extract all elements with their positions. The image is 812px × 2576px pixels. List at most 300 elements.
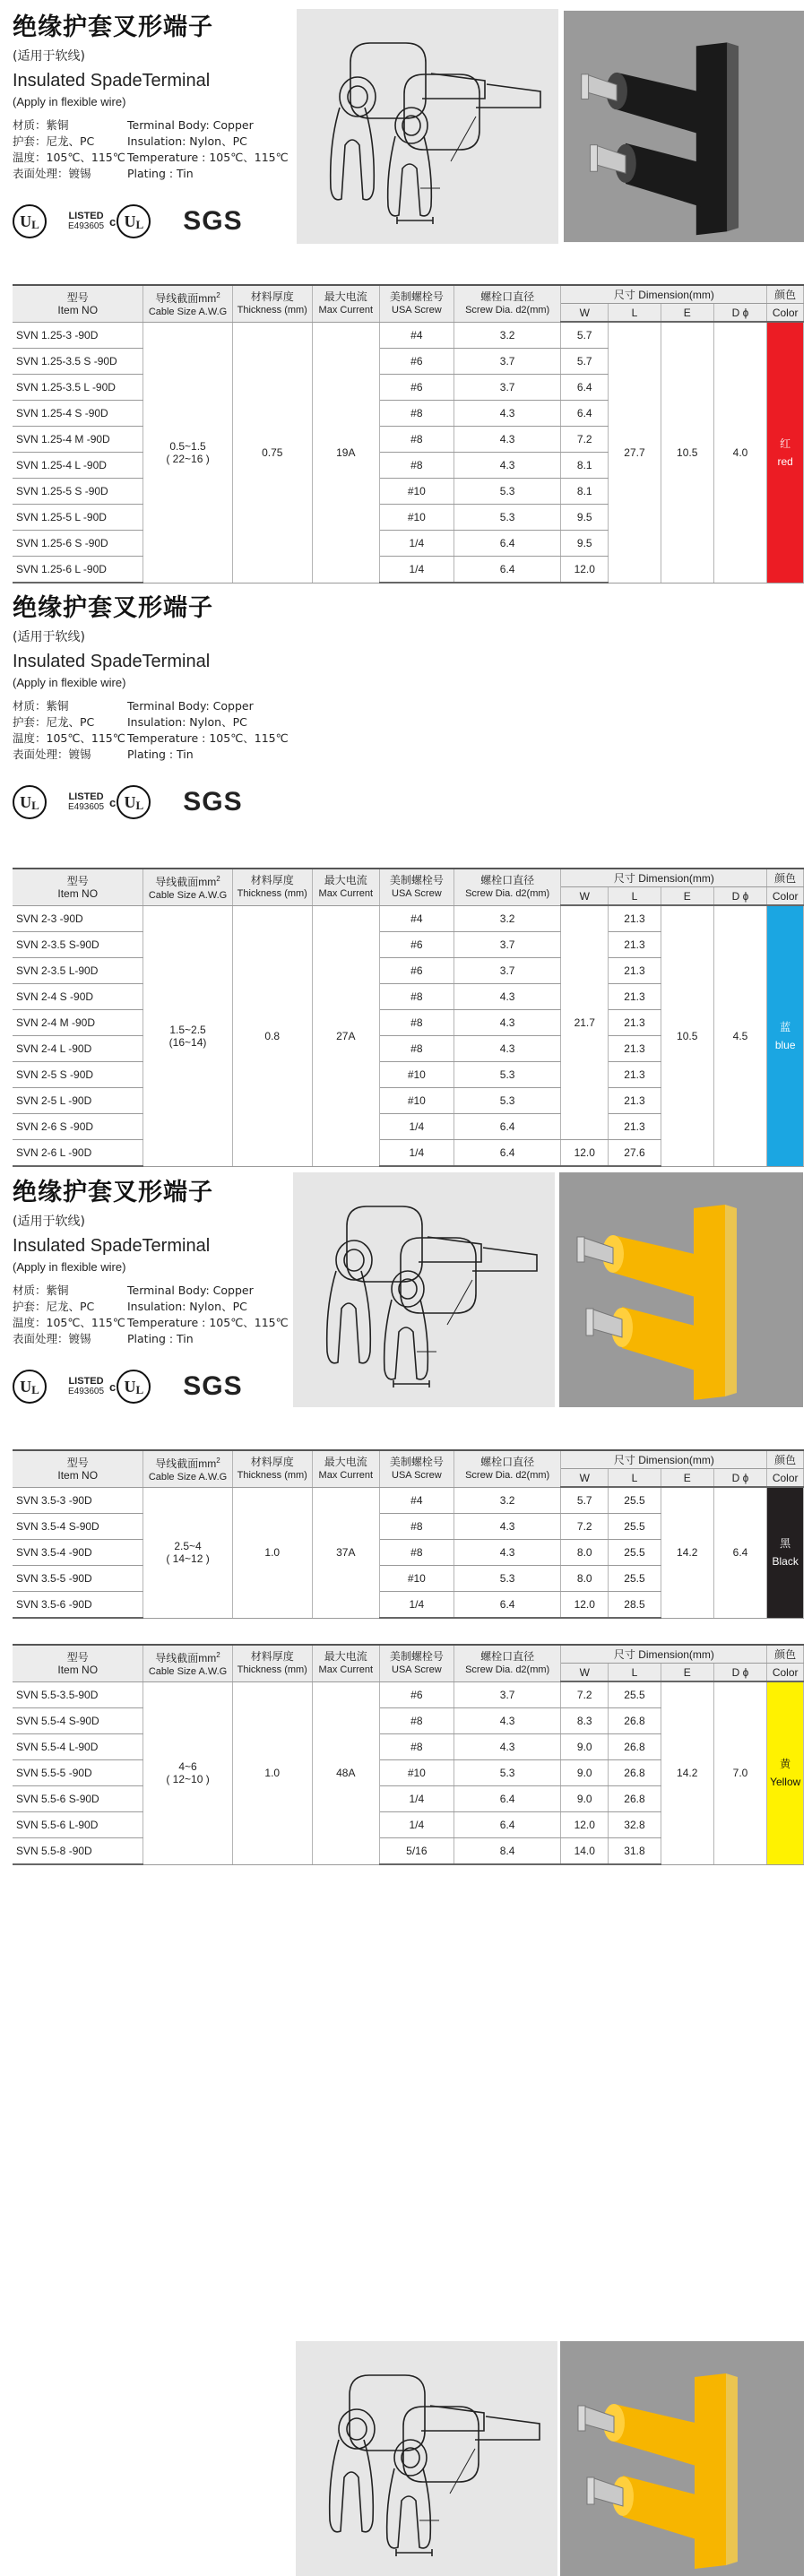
col-current: 最大电流 Max Current — [312, 1450, 379, 1487]
spec-table — [13, 868, 804, 1167]
screw-dia: 4.3 — [454, 453, 561, 479]
ul-logo-icon: U L — [13, 1370, 47, 1404]
property-en: Plating : Tin — [127, 1332, 194, 1345]
screw-dia: 6.4 — [454, 1786, 561, 1812]
screw-dia: 3.2 — [454, 322, 561, 349]
property-cn: 材质：紫铜 — [13, 699, 69, 713]
dim-l: 27.6 — [609, 1140, 661, 1167]
max-current: 48A — [312, 1681, 379, 1864]
terminal-product-photo — [560, 2341, 804, 2576]
title-en: Insulated SpadeTerminal — [13, 652, 211, 671]
sgs-logo: SGS — [183, 206, 243, 236]
item-no: SVN 2-6 L -90D — [13, 1140, 143, 1167]
col-w: W — [561, 1664, 609, 1682]
spec-table — [13, 1644, 804, 1865]
property-en: Terminal Body: Copper — [127, 699, 254, 713]
table-row — [13, 1487, 804, 1514]
usa-screw: #10 — [379, 479, 454, 505]
dim-w: 6.4 — [561, 375, 609, 401]
dim-d: 6.4 — [713, 1487, 767, 1618]
cable-size: 4~6 ( 12~10 ) — [143, 1681, 232, 1864]
col-dimension: 尺寸 Dimension(mm) — [561, 1450, 767, 1469]
dim-w: 7.2 — [561, 1514, 609, 1540]
col-w: W — [561, 887, 609, 906]
col-cable: 导线截面$mm^2$ Cable Size A.W.G — [143, 1645, 232, 1681]
dim-w: 5.7 — [561, 349, 609, 375]
item-no: SVN 2-3.5 L-90D — [13, 958, 143, 984]
item-no: SVN 1.25-5 S -90D — [13, 479, 143, 505]
col-color-cn: 颜色 — [767, 1645, 804, 1664]
usa-screw: #8 — [379, 1010, 454, 1036]
thickness: 0.8 — [232, 905, 312, 1166]
col-thickness: 材料厚度 Thickness (mm) — [232, 1450, 312, 1487]
usa-screw: #6 — [379, 375, 454, 401]
screw-dia: 4.3 — [454, 1036, 561, 1062]
dim-l: 26.8 — [609, 1760, 661, 1786]
property-row — [13, 150, 289, 166]
cul-logo-icon: c U L — [109, 1370, 151, 1404]
usa-screw: #4 — [379, 905, 454, 932]
property-row — [13, 730, 289, 747]
screw-dia: 6.4 — [454, 557, 561, 583]
col-usa-screw: 美制螺栓号 USA Screw — [379, 1450, 454, 1487]
item-no: SVN 2-3 -90D — [13, 905, 143, 932]
screw-dia: 5.3 — [454, 505, 561, 531]
usa-screw: 1/4 — [379, 557, 454, 583]
table-row — [13, 322, 804, 349]
dim-e: 14.2 — [661, 1681, 713, 1864]
item-no: SVN 5.5-6 S-90D — [13, 1786, 143, 1812]
dim-l: 25.5 — [609, 1540, 661, 1566]
dim-l: 27.7 — [609, 322, 661, 583]
item-no: SVN 2-4 M -90D — [13, 1010, 143, 1036]
apply-en: (Apply in flexible wire) — [13, 676, 126, 689]
usa-screw: #8 — [379, 1036, 454, 1062]
property-row — [13, 1331, 289, 1347]
col-dimension: 尺寸 Dimension(mm) — [561, 1645, 767, 1664]
item-no: SVN 1.25-3 -90D — [13, 322, 143, 349]
color-swatch: 黄 Yellow — [767, 1681, 804, 1864]
screw-dia: 3.7 — [454, 932, 561, 958]
col-current: 最大电流 Max Current — [312, 285, 379, 322]
col-dimension: 尺寸 Dimension(mm) — [561, 285, 767, 304]
screw-dia: 5.3 — [454, 1760, 561, 1786]
property-en: Insulation: Nylon、PC — [127, 715, 247, 729]
dim-e: 14.2 — [661, 1487, 713, 1618]
spade-terminal-line-drawing — [296, 2341, 557, 2576]
dim-d: 4.5 — [713, 905, 767, 1166]
col-cable: 导线截面$mm^2$ Cable Size A.W.G — [143, 1450, 232, 1487]
dim-w: 6.4 — [561, 401, 609, 427]
col-item: 型号 Item NO — [13, 869, 143, 905]
usa-screw: #8 — [379, 984, 454, 1010]
item-no: SVN 2-4 S -90D — [13, 984, 143, 1010]
col-e: E — [661, 887, 713, 906]
title-cn: 绝缘护套叉形端子 — [13, 594, 213, 622]
item-no: SVN 5.5-6 L-90D — [13, 1812, 143, 1838]
screw-dia: 5.3 — [454, 479, 561, 505]
item-no: SVN 2-5 L -90D — [13, 1088, 143, 1114]
col-thickness: 材料厚度 Thickness (mm) — [232, 869, 312, 905]
property-en: Temperature : 105℃、115℃ — [127, 1316, 289, 1329]
dim-w: 7.2 — [561, 1681, 609, 1708]
usa-screw: #6 — [379, 958, 454, 984]
screw-dia: 8.4 — [454, 1838, 561, 1865]
usa-screw: 1/4 — [379, 1786, 454, 1812]
item-no: SVN 5.5-4 L-90D — [13, 1734, 143, 1760]
usa-screw: #10 — [379, 1566, 454, 1592]
col-color-cn: 颜色 — [767, 285, 804, 304]
property-cn: 护套：尼龙、PC — [13, 715, 95, 729]
usa-screw: #6 — [379, 349, 454, 375]
dim-l: 25.5 — [609, 1487, 661, 1514]
item-no: SVN 1.25-4 L -90D — [13, 453, 143, 479]
usa-screw: #4 — [379, 1487, 454, 1514]
dim-l: 26.8 — [609, 1786, 661, 1812]
dim-w: 21.7 — [561, 905, 609, 1140]
col-w: W — [561, 1469, 609, 1488]
dim-w: 7.2 — [561, 427, 609, 453]
col-color-cn: 颜色 — [767, 869, 804, 887]
screw-dia: 4.3 — [454, 1010, 561, 1036]
property-en: Temperature : 105℃、115℃ — [127, 731, 289, 745]
dim-l: 21.3 — [609, 932, 661, 958]
property-en: Insulation: Nylon、PC — [127, 1300, 247, 1313]
item-no: SVN 2-4 L -90D — [13, 1036, 143, 1062]
dim-l: 25.5 — [609, 1681, 661, 1708]
product-intro — [0, 0, 812, 269]
dim-l: 21.3 — [609, 1062, 661, 1088]
col-cable: 导线截面$mm^2$ Cable Size A.W.G — [143, 869, 232, 905]
screw-dia: 3.7 — [454, 958, 561, 984]
dim-w: 8.3 — [561, 1708, 609, 1734]
ul-logo-icon: U L — [13, 204, 47, 238]
usa-screw: 1/4 — [379, 1140, 454, 1167]
property-cn: 表面处理：镀锡 — [13, 748, 91, 761]
certifications — [13, 782, 243, 822]
property-en: Temperature : 105℃、115℃ — [127, 151, 289, 164]
dim-d: 7.0 — [713, 1681, 767, 1864]
property-row — [13, 747, 289, 763]
screw-dia: 4.3 — [454, 984, 561, 1010]
property-row — [13, 1283, 289, 1299]
screw-dia: 3.2 — [454, 1487, 561, 1514]
property-cn: 材质：紫铜 — [13, 1284, 69, 1297]
screw-dia: 4.3 — [454, 1734, 561, 1760]
terminal-photo — [564, 9, 804, 244]
item-no: SVN 2-3.5 S-90D — [13, 932, 143, 958]
col-usa-screw: 美制螺栓号 USA Screw — [379, 869, 454, 905]
dim-w: 12.0 — [561, 557, 609, 583]
spec-table — [13, 284, 804, 583]
property-en: Terminal Body: Copper — [127, 1284, 254, 1297]
thickness: 0.75 — [232, 322, 312, 583]
col-item: 型号 Item NO — [13, 1645, 143, 1681]
spec-properties — [13, 1283, 289, 1347]
screw-dia: 5.3 — [454, 1566, 561, 1592]
col-color-cn: 颜色 — [767, 1450, 804, 1469]
cable-size: 1.5~2.5 (16~14) — [143, 905, 232, 1166]
screw-dia: 5.3 — [454, 1088, 561, 1114]
item-no: SVN 1.25-4 M -90D — [13, 427, 143, 453]
dim-l: 32.8 — [609, 1812, 661, 1838]
screw-dia: 3.7 — [454, 375, 561, 401]
col-current: 最大电流 Max Current — [312, 1645, 379, 1681]
screw-dia: 4.3 — [454, 427, 561, 453]
col-cable: 导线截面$mm^2$ Cable Size A.W.G — [143, 285, 232, 322]
item-no: SVN 1.25-3.5 L -90D — [13, 375, 143, 401]
col-item: 型号 Item NO — [13, 285, 143, 322]
property-cn: 温度：105℃、115℃ — [13, 1316, 125, 1329]
dim-w: 8.0 — [561, 1540, 609, 1566]
listed-mark: LISTED E493605 — [68, 1376, 105, 1396]
col-d: D ϕ — [713, 1664, 767, 1682]
ul-logo-icon: U L — [13, 785, 47, 819]
dim-l: 26.8 — [609, 1734, 661, 1760]
table-row — [13, 905, 804, 932]
item-no: SVN 5.5-5 -90D — [13, 1760, 143, 1786]
apply-en: (Apply in flexible wire) — [13, 95, 126, 108]
item-no: SVN 3.5-5 -90D — [13, 1566, 143, 1592]
col-usa-screw: 美制螺栓号 USA Screw — [379, 1645, 454, 1681]
dim-w: 8.1 — [561, 453, 609, 479]
property-row — [13, 117, 289, 134]
max-current: 37A — [312, 1487, 379, 1618]
col-current: 最大电流 Max Current — [312, 869, 379, 905]
spec-table — [13, 1449, 804, 1619]
screw-dia: 4.3 — [454, 1708, 561, 1734]
cable-size: 2.5~4 ( 14~12 ) — [143, 1487, 232, 1618]
col-screw-dia: 螺栓口直径 Screw Dia. d2(mm) — [454, 285, 561, 322]
terminal-photo — [560, 2341, 804, 2576]
dim-l: 21.3 — [609, 1010, 661, 1036]
screw-dia: 6.4 — [454, 1812, 561, 1838]
usa-screw: 1/4 — [379, 531, 454, 557]
certifications — [13, 1367, 243, 1406]
dim-w: 12.0 — [561, 1140, 609, 1167]
property-en: Insulation: Nylon、PC — [127, 134, 247, 148]
col-thickness: 材料厚度 Thickness (mm) — [232, 1645, 312, 1681]
property-row — [13, 166, 289, 182]
thickness: 1.0 — [232, 1681, 312, 1864]
col-usa-screw: 美制螺栓号 USA Screw — [379, 285, 454, 322]
dim-w: 5.7 — [561, 1487, 609, 1514]
dim-l: 21.3 — [609, 984, 661, 1010]
listed-mark: LISTED E493605 — [68, 211, 105, 231]
max-current: 19A — [312, 322, 379, 583]
col-d: D ϕ — [713, 304, 767, 323]
property-cn: 材质：紫铜 — [13, 118, 69, 132]
col-thickness: 材料厚度 Thickness (mm) — [232, 285, 312, 322]
screw-dia: 6.4 — [454, 1140, 561, 1167]
dim-l: 21.3 — [609, 905, 661, 932]
product-intro — [0, 581, 812, 850]
property-en: Plating : Tin — [127, 167, 194, 180]
dim-w: 12.0 — [561, 1812, 609, 1838]
screw-dia: 6.4 — [454, 531, 561, 557]
col-screw-dia: 螺栓口直径 Screw Dia. d2(mm) — [454, 1645, 561, 1681]
dim-l: 21.3 — [609, 958, 661, 984]
terminal-product-photo — [564, 9, 804, 244]
usa-screw: 1/4 — [379, 1592, 454, 1619]
usa-screw: 5/16 — [379, 1838, 454, 1865]
item-no: SVN 1.25-6 S -90D — [13, 531, 143, 557]
col-l: L — [609, 887, 661, 906]
color-swatch: 红 red — [767, 322, 804, 583]
title-cn: 绝缘护套叉形端子 — [13, 1179, 213, 1206]
dim-e: 10.5 — [661, 322, 713, 583]
item-no: SVN 5.5-3.5-90D — [13, 1681, 143, 1708]
dim-w: 5.7 — [561, 322, 609, 349]
listed-mark: LISTED E493605 — [68, 791, 105, 812]
dim-w: 12.0 — [561, 1592, 609, 1619]
col-w: W — [561, 304, 609, 323]
dim-w: 9.0 — [561, 1734, 609, 1760]
item-no: SVN 2-5 S -90D — [13, 1062, 143, 1088]
col-color-en: Color — [767, 887, 804, 906]
sgs-logo: SGS — [183, 1371, 243, 1401]
subtitle-cn: (适用于软线) — [13, 1215, 85, 1229]
usa-screw: #10 — [379, 505, 454, 531]
screw-dia: 4.3 — [454, 1514, 561, 1540]
col-l: L — [609, 1664, 661, 1682]
cul-logo-icon: c U L — [109, 204, 151, 238]
usa-screw: #8 — [379, 1514, 454, 1540]
screw-dia: 4.3 — [454, 401, 561, 427]
usa-screw: #10 — [379, 1760, 454, 1786]
col-d: D ϕ — [713, 887, 767, 906]
property-en: Terminal Body: Copper — [127, 118, 254, 132]
usa-screw: #8 — [379, 401, 454, 427]
col-e: E — [661, 304, 713, 323]
item-no: SVN 1.25-5 L -90D — [13, 505, 143, 531]
dim-l: 26.8 — [609, 1708, 661, 1734]
col-screw-dia: 螺栓口直径 Screw Dia. d2(mm) — [454, 1450, 561, 1487]
screw-dia: 3.7 — [454, 349, 561, 375]
terminal-drawing — [297, 9, 558, 244]
property-cn: 护套：尼龙、PC — [13, 134, 95, 148]
title-en: Insulated SpadeTerminal — [13, 71, 211, 91]
property-row — [13, 1315, 289, 1331]
col-d: D ϕ — [713, 1469, 767, 1488]
dim-l: 28.5 — [609, 1592, 661, 1619]
item-no: SVN 3.5-4 S-90D — [13, 1514, 143, 1540]
usa-screw: #6 — [379, 1681, 454, 1708]
title-cn: 绝缘护套叉形端子 — [13, 13, 213, 41]
item-no: SVN 5.5-4 S-90D — [13, 1708, 143, 1734]
property-row — [13, 698, 289, 714]
subtitle-cn: (适用于软线) — [13, 49, 85, 64]
dim-l: 31.8 — [609, 1838, 661, 1865]
property-cn: 温度：105℃、115℃ — [13, 731, 125, 745]
usa-screw: #8 — [379, 1734, 454, 1760]
usa-screw: #10 — [379, 1088, 454, 1114]
dim-l: 21.3 — [609, 1114, 661, 1140]
col-l: L — [609, 304, 661, 323]
usa-screw: #8 — [379, 1708, 454, 1734]
terminal-drawing — [296, 2341, 557, 2576]
usa-screw: 1/4 — [379, 1812, 454, 1838]
spade-terminal-line-drawing — [297, 9, 558, 244]
max-current: 27A — [312, 905, 379, 1166]
item-no: SVN 3.5-3 -90D — [13, 1487, 143, 1514]
usa-screw: #8 — [379, 1540, 454, 1566]
col-dimension: 尺寸 Dimension(mm) — [561, 869, 767, 887]
col-e: E — [661, 1664, 713, 1682]
col-e: E — [661, 1469, 713, 1488]
property-row — [13, 134, 289, 150]
col-color-en: Color — [767, 1664, 804, 1682]
property-row — [13, 714, 289, 730]
subtitle-cn: (适用于软线) — [13, 630, 85, 644]
product-intro — [0, 1165, 812, 1434]
dim-w: 9.5 — [561, 531, 609, 557]
property-en: Plating : Tin — [127, 748, 194, 761]
property-cn: 表面处理：镀锡 — [13, 1332, 91, 1345]
dim-w: 9.0 — [561, 1760, 609, 1786]
dim-l: 25.5 — [609, 1566, 661, 1592]
dim-e: 10.5 — [661, 905, 713, 1166]
item-no: SVN 5.5-8 -90D — [13, 1838, 143, 1865]
screw-dia: 3.2 — [454, 905, 561, 932]
usa-screw: #6 — [379, 932, 454, 958]
dim-w: 8.0 — [561, 1566, 609, 1592]
dim-w: 9.5 — [561, 505, 609, 531]
col-l: L — [609, 1469, 661, 1488]
table-row — [13, 1681, 804, 1708]
certifications — [13, 202, 243, 241]
screw-dia: 5.3 — [454, 1062, 561, 1088]
usa-screw: 1/4 — [379, 1114, 454, 1140]
item-no: SVN 3.5-4 -90D — [13, 1540, 143, 1566]
col-screw-dia: 螺栓口直径 Screw Dia. d2(mm) — [454, 869, 561, 905]
cable-size: 0.5~1.5 ( 22~16 ) — [143, 322, 232, 583]
property-cn: 表面处理：镀锡 — [13, 167, 91, 180]
item-no: SVN 1.25-4 S -90D — [13, 401, 143, 427]
dim-w: 14.0 — [561, 1838, 609, 1865]
screw-dia: 6.4 — [454, 1592, 561, 1619]
item-no: SVN 1.25-3.5 S -90D — [13, 349, 143, 375]
col-color-en: Color — [767, 304, 804, 323]
dim-w: 9.0 — [561, 1786, 609, 1812]
cul-logo-icon: c U L — [109, 785, 151, 819]
title-en: Insulated SpadeTerminal — [13, 1236, 211, 1256]
item-no: SVN 3.5-6 -90D — [13, 1592, 143, 1619]
usa-screw: #4 — [379, 322, 454, 349]
dim-d: 4.0 — [713, 322, 767, 583]
col-color-en: Color — [767, 1469, 804, 1488]
sgs-logo: SGS — [183, 787, 243, 817]
spec-properties — [13, 698, 289, 763]
col-item: 型号 Item NO — [13, 1450, 143, 1487]
dim-l: 25.5 — [609, 1514, 661, 1540]
property-cn: 温度：105℃、115℃ — [13, 151, 125, 164]
screw-dia: 3.7 — [454, 1681, 561, 1708]
spec-properties — [13, 117, 289, 182]
apply-en: (Apply in flexible wire) — [13, 1260, 126, 1274]
color-swatch: 蓝 blue — [767, 905, 804, 1166]
dim-l: 21.3 — [609, 1036, 661, 1062]
usa-screw: #10 — [379, 1062, 454, 1088]
dim-l: 21.3 — [609, 1088, 661, 1114]
property-row — [13, 1299, 289, 1315]
screw-dia: 6.4 — [454, 1114, 561, 1140]
dim-w: 8.1 — [561, 479, 609, 505]
thickness: 1.0 — [232, 1487, 312, 1618]
item-no: SVN 1.25-6 L -90D — [13, 557, 143, 583]
color-swatch: 黑 Black — [767, 1487, 804, 1618]
usa-screw: #8 — [379, 427, 454, 453]
